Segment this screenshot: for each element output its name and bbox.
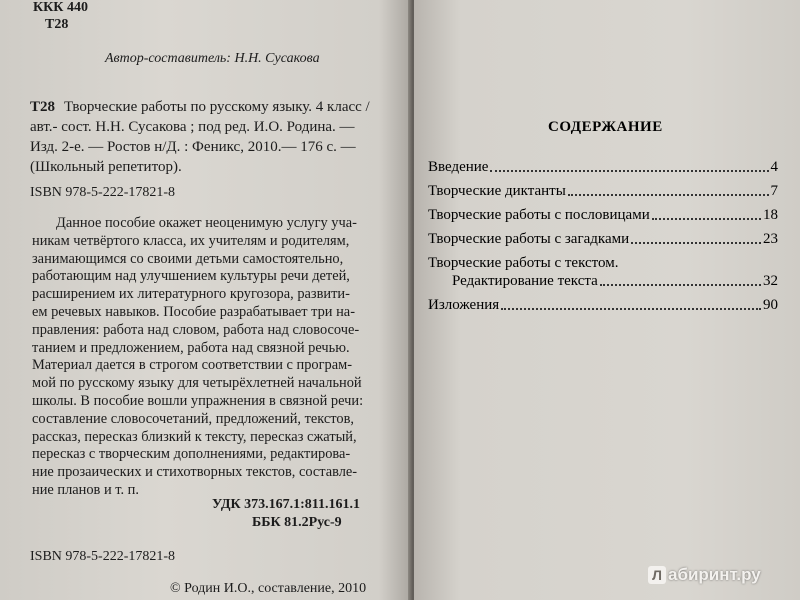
toc-entry-label: Творческие работы с текстом. bbox=[428, 255, 619, 271]
annotation bbox=[32, 215, 412, 500]
annotation-line: мой по русскому языку для четырёхлетней начальной bbox=[32, 375, 362, 392]
biblio-line: авт.- сост. Н.Н. Сусакова ; под ред. И.О. Родина. — bbox=[30, 119, 355, 135]
annotation-line: ние прозаических и стихотворных текстов, составле- bbox=[32, 464, 358, 481]
watermark-text: абиринт.ру bbox=[668, 565, 761, 584]
bbk-classification: ББК 81.2Рус-9 bbox=[252, 515, 342, 530]
annotation-line: школы. В пособие вошли упражнения в связной речи: bbox=[32, 392, 364, 409]
bbk-code: ККК 440 bbox=[33, 0, 88, 15]
biblio-line: Творческие работы по русскому языку. 4 класс / bbox=[64, 99, 370, 115]
toc-leader bbox=[600, 272, 761, 286]
toc-entry-page: 90 bbox=[763, 297, 778, 313]
toc-entry bbox=[428, 296, 778, 314]
toc-entry-label: Творческие работы с пословицами bbox=[428, 207, 650, 223]
annotation-line: Данное пособие окажет неоценимую услугу уча- bbox=[56, 215, 357, 231]
toc-entry-page: 4 bbox=[770, 159, 778, 175]
udk-code: УДК 373.167.1:811.161.1 bbox=[212, 497, 361, 512]
biblio-line: Изд. 2-е. — Ростов н/Д. : Феникс, 2010.— 176 с. — bbox=[30, 139, 356, 155]
toc-entry bbox=[428, 206, 778, 224]
isbn-bottom: ISBN 978-5-222-17821-8 bbox=[30, 549, 176, 564]
catalog-mark: Т28 bbox=[30, 99, 56, 115]
toc-entry-label: Изложения bbox=[428, 297, 500, 313]
watermark bbox=[648, 565, 761, 585]
biblio-line: (Школьный репетитор). bbox=[30, 159, 182, 175]
toc-leader bbox=[490, 158, 768, 172]
toc-entry bbox=[428, 158, 778, 176]
toc-entry bbox=[452, 272, 778, 290]
toc-entry bbox=[428, 182, 778, 200]
toc-leader bbox=[652, 206, 761, 220]
annotation-line: правления: работа над словом, работа над словосоче- bbox=[32, 321, 360, 338]
annotation-line: рассказ, пересказ близкий к тексту, пересказ сжатый, bbox=[32, 428, 357, 445]
copyright-line: © Родин И.О., составление, 2010 bbox=[170, 581, 367, 596]
annotation-line: расширением их литературного кругозора, развити- bbox=[32, 286, 350, 303]
toc-entry-label: Творческие работы с загадками bbox=[428, 231, 630, 247]
toc-leader bbox=[501, 296, 761, 310]
toc-leader bbox=[631, 230, 761, 244]
toc-entry-page: 23 bbox=[763, 231, 778, 247]
toc-title: СОДЕРЖАНИЕ bbox=[548, 119, 663, 135]
labirint-logo-icon: Л bbox=[648, 566, 666, 584]
toc-entry bbox=[428, 230, 778, 248]
compiler-line: Автор-составитель: Н.Н. Сусакова bbox=[105, 51, 320, 66]
annotation-line: составление словосочетаний, предложений, текстов, bbox=[32, 410, 354, 427]
isbn-top: ISBN 978-5-222-17821-8 bbox=[30, 185, 176, 200]
toc-entry-label: Творческие диктанты bbox=[428, 183, 566, 199]
annotation-line: ние планов и т. п. bbox=[32, 481, 139, 498]
annotation-line: пересказ с творческим дополнениями, редактирова- bbox=[32, 446, 351, 463]
toc-leader bbox=[568, 182, 769, 196]
toc-entry-page: 7 bbox=[770, 183, 778, 199]
toc-entry-label-continued: Редактирование текста bbox=[452, 273, 598, 289]
annotation-line: занимающимся со своими детьми самостоятельно, bbox=[32, 250, 344, 267]
annotation-line: Материал дается в строгом соответствии с програм- bbox=[32, 357, 353, 374]
annotation-line: танием и предложением, работа над связной речью. bbox=[32, 339, 350, 356]
toc-entry-page: 32 bbox=[763, 273, 778, 289]
toc-entry-label: Введение bbox=[428, 159, 489, 175]
toc-entry-page: 18 bbox=[763, 207, 778, 223]
author-mark: Т28 bbox=[45, 17, 69, 32]
annotation-line: никам четвёртого класса, их учителям и родителям, bbox=[32, 232, 350, 249]
annotation-line: работающим над улучшением культуры речи детей, bbox=[32, 268, 350, 285]
annotation-line: ем речевых навыков. Пособие разрабатывает три на- bbox=[32, 303, 355, 320]
